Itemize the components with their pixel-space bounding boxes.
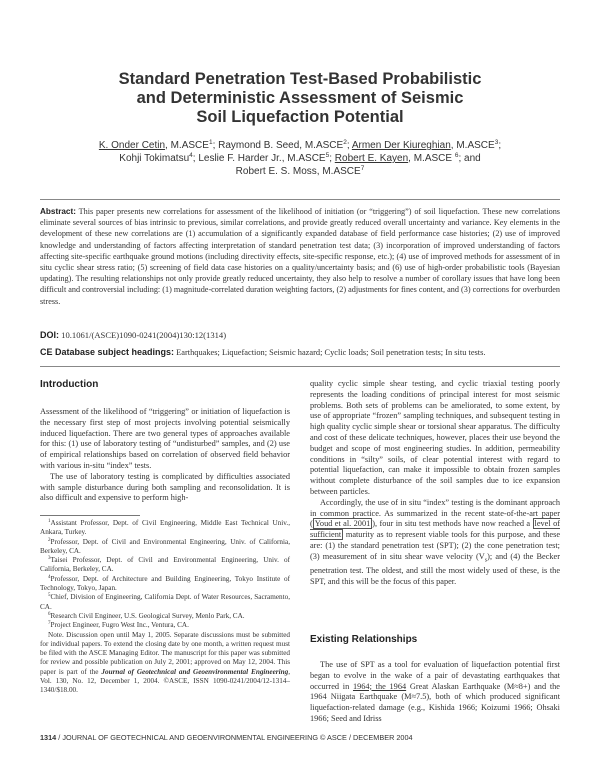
author-sup: 1 — [208, 139, 213, 146]
title-line-1: Standard Penetration Test-Based Probabilistic — [118, 70, 482, 88]
intro-paragraph-2: The use of laboratory testing is complicated by difficulties associated with sample disturbance during both sampling and reconsolidation. It is also difficult and expensive to perform high- — [40, 471, 290, 503]
citation-link-youd[interactable]: Youd et al. 2001 — [314, 519, 371, 529]
highlighted-phrase: level of sufficient — [310, 519, 560, 540]
page-number: 1314 — [40, 733, 57, 742]
footnote-5: Chief, Division of Engineering, California Dept. of Water Resources, Sacramento, CA. — [40, 593, 290, 611]
subject-headings — [40, 347, 560, 357]
author-sup: 5 — [325, 152, 330, 159]
footnote-7: Project Engineer, Fugro West Inc., Ventura, CA. — [50, 621, 189, 630]
author-harder: Leslie F. Harder Jr., M.ASCE — [198, 153, 326, 164]
paper-title — [40, 70, 560, 127]
author-tokimatsu: Kohji Tokimatsu — [119, 153, 190, 164]
journal-name: Journal of Geotechnical and Geoenvironmental Engineering — [101, 667, 289, 676]
text-run: Accordingly, the use of in situ “index” testing is the dominant approach in common practice. As summarized in the recent state-of-the-art paper ( — [310, 497, 560, 529]
doi-label: DOI: — [40, 330, 59, 340]
discussion-note: Note. Discussion open until May 1, 2005. Separate discussions must be submitted for individual papers. To extend the closing date by one month, a written request must be filed with the ASCE Managing Editor. The manuscript for this paper was submitted for review and possible publication on July 2, 2001; approved on May 12, 2004. This paper is part of the — [40, 630, 290, 676]
abstract — [40, 206, 560, 307]
footer-journal: / JOURNAL OF GEOTECHNICAL AND GEOENVIRONMENTAL ENGINEERING © ASCE / DECEMBER 2004 — [56, 733, 413, 742]
footnote-3: Taisei Professor, Dept. of Civil and Environmental Engineering, Univ. of California, Berkeley, CA. — [40, 556, 290, 574]
author-seed: Raymond B. Seed, M.ASCE — [218, 140, 344, 151]
author-link-der-kiureghian[interactable]: Armen Der Kiureghian — [351, 140, 451, 151]
text-run: ), four in situ test methods have now reached a — [372, 519, 533, 529]
text-run: The use of SPT as a tool for evaluation of liquefaction potential first began to evolve in the wake of a pair of devastating earthquakes that occurred in — [310, 660, 560, 691]
author-and: ; and — [458, 153, 481, 164]
author-suffix: , M.ASCE — [408, 153, 455, 164]
author-sup: 2 — [343, 139, 347, 146]
footnote-1: Assistant Professor, Dept. of Civil Engineering, Middle East Technical Univ., Ankara, Turkey. — [40, 519, 290, 537]
footnote-2: Professor, Dept. of Civil and Environmental Engineering, Univ. of California, Berkeley, CA. — [40, 537, 290, 555]
highlighted-years: 1964; the 1964 — [352, 681, 407, 691]
author-suffix: , M.ASCE — [165, 140, 209, 151]
subscript: s — [484, 557, 488, 564]
page-footer — [40, 733, 560, 742]
title-line-3: Soil Liquefaction Potential — [196, 108, 404, 126]
author-sup: 6 — [454, 152, 459, 159]
author-suffix: , M.ASCE — [450, 140, 495, 151]
title-line-2: and Deterministic Assessment of Seismic — [136, 89, 464, 107]
text-run: Great Alaskan Earthquake (M≈8+) and the 1964 Niigata Earthquake (M≈7.5), both of which produced significant liquefaction-related damage (e.g., Kishida 1966; Koizumi 1966; Ohsaki 1966; Seed and Idriss — [310, 681, 560, 723]
section-heading-existing-relationships: Existing Relationships — [310, 634, 418, 645]
author-sup: 7 — [360, 165, 365, 172]
existing-relationships-body — [310, 660, 560, 725]
section-heading-introduction: Introduction — [40, 379, 99, 390]
divider-bottom — [40, 366, 560, 367]
divider-top — [40, 199, 560, 200]
footnote-4: Professor, Dept. of Architecture and Building Engineering, Tokyo Institute of Technology, Tokyo, Japan. — [40, 574, 290, 593]
doi-value: 10.1061/(ASCE)1090-0241(2004)130:12(1314) — [59, 330, 227, 340]
author-link-cetin[interactable]: K. Onder Cetin — [98, 140, 166, 151]
abstract-text: This paper presents new correlations for assessment of the likelihood of initiation (or “triggering”) of soil liquefaction. These new correlations eliminate several sources of bias intrinsic to previous, similar correlations, and provide greatly reduced overall uncertainty and variance. Key elements in the development of these new correlations are (1) accumulation of a significantly expanded database of field performance case histories; (2) use of improved knowledge and understanding of factors affecting interpretation of standard penetration test data; (3) incorporation of improved understanding of factors affecting site-specific earthquake ground motions (including directivity effects, site-specific response, etc.); (4) use of improved methods for assessment of in situ cyclic shear stress ratio; (5) screening of field data case histories on a quality/uncertainty basis; and (6) use of high-order probabilistic tools (Bayesian updating). The resulting relationships not only provide greatly reduced uncertainty, they also help to resolve a number of corollary issues that have long been difficult and controversial including: (1) magnitude-correlated duration weighting factors, (2) adjustments for fines content, and (3) corrections for overburden stress. — [40, 207, 560, 306]
existing-paragraph-1 — [310, 660, 560, 725]
author-link-kayen[interactable]: Robert E. Kayen — [334, 153, 409, 164]
author-moss: Robert E. S. Moss, M.ASCE — [235, 166, 361, 177]
right-paragraph-2 — [310, 498, 560, 588]
intro-paragraph-1: Assessment of the likelihood of “triggering” or initiation of liquefaction is the necessary first step of most projects involving potential seismically induced liquefaction. There are two general types of approaches available for this: (1) use of laboratory testing of “undisturbed” samples, and (2) use of empirical relationships based on correlation of observed field behavior with various in-situ “index” tests. — [40, 407, 290, 470]
footnote-rule — [40, 515, 140, 516]
subject-headings-label: CE Database subject headings: — [40, 347, 175, 357]
author-sup: 4 — [189, 152, 193, 159]
text-run: maturity as to represent viable tools for this purpose, and these are: (1) the standard penetration test (SPT); (2) the cone penetration test; (3) measurement of in situ shear wave velocity (V — [310, 530, 560, 561]
left-column-body — [40, 407, 290, 504]
doi-line — [40, 330, 560, 340]
subject-headings-value: Earthquakes; Liquefaction; Seismic hazard; Cyclic loads; Soil penetration tests; In situ tests. — [174, 348, 486, 357]
discussion-note-end: , Vol. 130, No. 12, December 1, 2004. ©ASCE, ISSN 1090-0241/2004/12-1314–1340/$18.00. — [40, 667, 290, 695]
footnote-6: Research Civil Engineer, U.S. Geological Survey, Menlo Park, CA. — [50, 611, 245, 620]
footnotes: $^1$Assistant Professor, Dept. of Civil Engineering, Middle East Technical Univ., Ankara, Turkey. $^2$Professor, Dept. of Civil and Environmental Engineering, Univ. of California, Berkeley, CA. $^3$Taisei Professor, Dept. of Civil and Environmental Engineering, Univ. of California, Berkeley, CA. $^4$Professor, Dept. of Architecture and Building Engineering, Tokyo Institute of Technology, Tokyo, Japan. $^5$Chief, Division of Engineering, California Dept. of Water Resources, Sacramento, CA. $^6$Research Civil Engineer, U.S. Geological Survey, Menlo Park, CA. $^7$Project Engineer, Fugro West Inc., Ventura, CA. Note. Discussion open until May 1, 2005. Separate discussions must be submitted for individual papers. To extend the closing date by one month, a written request must be filed with the ASCE Managing Editor. The manuscript for this paper was submitted for review and possible publication on July 2, 2001; approved on May 12, 2004. This paper is part of the Journal of Geotechnical and Geoenvironmental Engineering, Vol. 130, No. 12, December 1, 2004. ©ASCE, ISSN 1090-0241/2004/12-1314–1340/$18.00. — [40, 519, 290, 695]
author-sup: 3 — [494, 139, 499, 146]
right-paragraph-1: quality cyclic simple shear testing, and cyclic triaxial testing poorly represents the loading conditions of principal interest for most seismic problems. Both sets of problems can be ameliorated, to some extent, by use of appropriate “frozen” sampling techniques, and subsequent testing in high quality cyclic simple shear or torsional shear apparatus. The difficulty and cost of these delicate techniques, however, places their use beyond the budget and scope of most engineering studies. In addition, permeability conditions in “silty” soils, of clear potential interest with regard to potential liquefaction, can make it impossible to obtain frozen samples without complete disturbance of the soil samples due to ice expansion between particles. — [310, 379, 560, 496]
text-run: ); and (4) the Becker penetration test. The oldest, and still the most widely used of these, is the SPT, and this will be the focus of this paper. — [310, 551, 560, 586]
author-list: K. Onder Cetin, M.ASCE$^1$; Raymond B. Seed, M.ASCE$^2$; Armen Der Kiureghian, M.ASCE$^3$; Kohji Tokimatsu$^4$; Leslie F. Harder Jr., M.ASCE$^5$; Robert E. Kayen, M.ASCE $^6$; and Robert E. S. Moss, M.ASCE$^7$ — [98, 139, 502, 177]
abstract-label: Abstract: — [40, 207, 76, 216]
right-column-body — [310, 379, 560, 588]
